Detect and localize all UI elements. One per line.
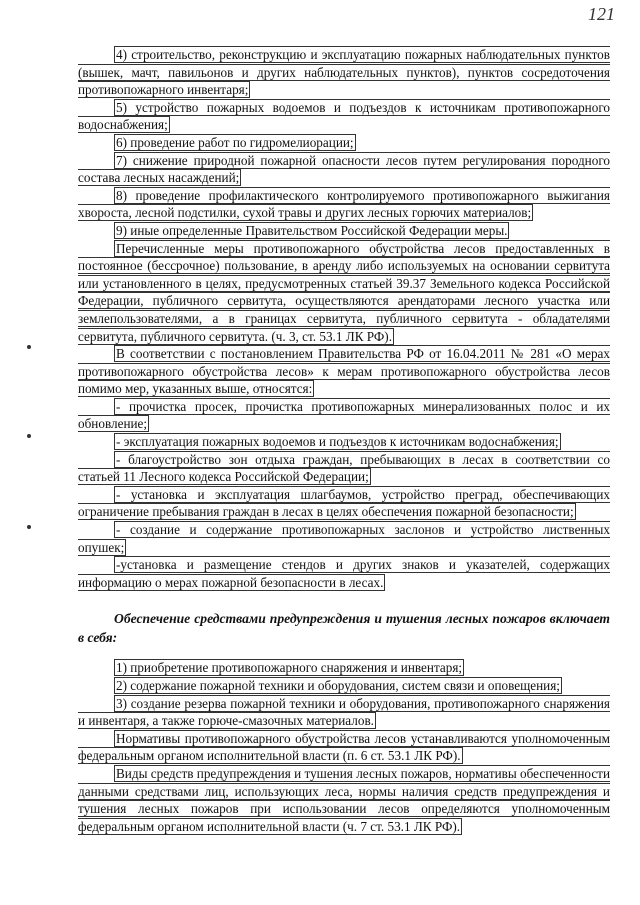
paragraph: - создание и содержание противопожарных заслонов и устройство лиственных опушек; xyxy=(78,522,610,555)
paragraph: 1) приобретение противопожарного снаряжения и инвентаря; xyxy=(116,660,463,676)
margin-dot xyxy=(27,345,31,349)
paragraph: Виды средств предупреждения и тушения лесных пожаров, нормативы обеспеченности данными средствами лиц, использующих леса, нормы наличия средств предупреждения и тушения лесных пожаров при использовании лесов определяются уполномоченным федеральным органом исполнительной власти (ч. 7 ст. 53.1 ЛК РФ). xyxy=(78,765,610,834)
paragraph: 3) создание резерва пожарной техники и оборудования, противопожарного снаряжения и инвентаря, а также горюче-смазочных материалов. xyxy=(78,695,610,729)
paragraph: Нормативы противопожарного обустройства лесов устанавливаются уполномоченным федеральным органом исполнительной власти (п. 6 ст. 53.1 ЛК РФ). xyxy=(78,730,610,764)
paragraph: 9) иные определенные Правительством Российской Федерации меры. xyxy=(116,222,508,238)
paragraph: -установка и размещение стендов и других знаков и указателей, содержащих информацию о мерах пожарной безопасности в лесах. xyxy=(78,557,610,590)
section-heading: Обеспечение средствами предупреждения и тушения лесных пожаров включает в себя: xyxy=(78,611,610,646)
paragraph: - прочистка просек, прочистка противопожарных минерализованных полос и их обновление; xyxy=(78,398,610,432)
paragraph: 4) строительство, реконструкцию и эксплуатацию пожарных наблюдательных пунктов (вышек, мачт, павильонов и других наблюдательных пунктов), пунктов сосредоточения противопожарного инвентаря; xyxy=(78,47,610,98)
paragraph: 8) проведение профилактического контролируемого противопожарного выжигания хвороста, лесной подстилки, сухой травы и других лесных горючих материалов; xyxy=(78,187,610,221)
document-body xyxy=(78,46,610,835)
paragraph: 5) устройство пожарных водоемов и подъездов к источникам противопожарного водоснабжения; xyxy=(78,99,610,133)
paragraph: В соответствии с постановлением Правительства РФ от 16.04.2011 № 281 «О мерах противопожарного обустройства лесов» к мерам противопожарного обустройства лесов помимо мер, указанных выше, относятся: xyxy=(78,346,610,397)
paragraph: - эксплуатация пожарных водоемов и подъездов к источникам водоснабжения; xyxy=(116,434,559,450)
paragraph: Перечисленные меры противопожарного обустройства лесов предоставленных в постоянное (бессрочное) пользование, в аренду либо используемых на основании сервитута или установленного в целях, предусмотренных статьей 39.37 Земельного кодекса Российской Федерации, публичного сервитута, осуществляются арендаторами лесного участка или землепользователями, а в границах сервитута, публичного сервитута - обладателями сервитута, публичного сервитута. (ч. 3, ст. 53.1 ЛК РФ). xyxy=(78,240,610,344)
paragraph: - установка и эксплуатация шлагбаумов, устройство преград, обеспечивающих ограничение пребывания граждан в лесах в целях обеспечения пожарной безопасности; xyxy=(78,486,610,520)
margin-dot xyxy=(27,434,31,438)
paragraph: - благоустройство зон отдыха граждан, пребывающих в лесах в соответствии со статьей 11 Лесного кодекса Российской Федерации; xyxy=(78,451,610,485)
margin-dot xyxy=(27,525,31,529)
page-number: 121 xyxy=(588,4,615,24)
paragraph: 2) содержание пожарной техники и оборудования, систем связи и оповещения; xyxy=(116,678,560,693)
paragraph: 6) проведение работ по гидромелиорации; xyxy=(116,134,354,150)
paragraph: 7) снижение природной пожарной опасности лесов путем регулирования породного состава лесных насаждений; xyxy=(78,152,610,186)
